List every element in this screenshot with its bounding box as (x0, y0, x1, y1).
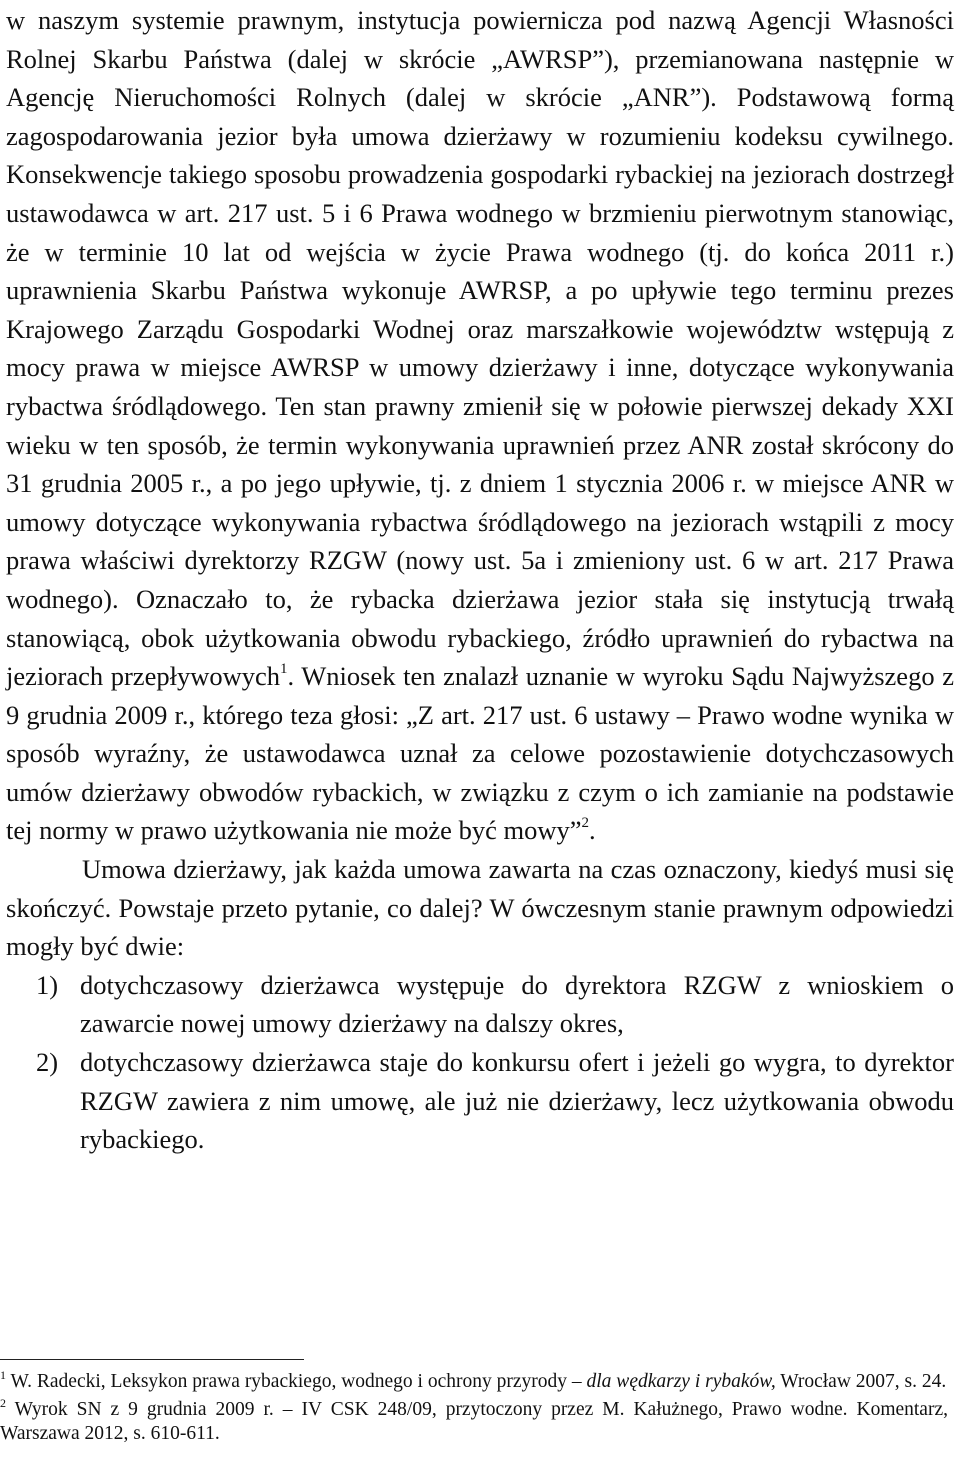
list-item (6, 1043, 954, 1159)
paragraph-1-text-c: . (588, 815, 596, 846)
numbered-list (6, 966, 954, 1159)
document-page (6, 0, 954, 1159)
list-item-text: dotychczasowy dzierżawca staje do konkursu ofert i jeżeli go wygra, to dyrektor RZGW zawiera z nim umowę, ale już nie dzierżawy, lecz użytkowania obwodu rybackiego. (80, 1047, 954, 1155)
footnote-2 (0, 1398, 948, 1446)
footnote-separator (0, 1359, 304, 1360)
list-item-text: dotychczasowy dzierżawca występuje do dyrektora RZGW z wnioskiem o zawarcie nowej umowy dzierżawy na dalszy okres, (80, 969, 954, 1039)
footnote-text: Wyrok SN z 9 grudnia 2009 r. – IV CSK 248/09, przytoczony przez M. Kałużnego, Prawo wodne. Komentarz, Warszawa 2012, s. 610-611. (0, 1399, 948, 1444)
list-item (6, 966, 954, 1043)
footnote-number: 2 (0, 1396, 6, 1410)
body-paragraph-1 (6, 0, 954, 850)
body-paragraph-2: Umowa dzierżawy, jak każda umowa zawarta na czas oznaczony, kiedyś musi się skończyć. Powstaje przeto pytanie, co dalej? W ówczesnym stanie prawnym odpowiedzi mogły być dwie: (6, 854, 954, 962)
footnote-number: 1 (0, 1368, 6, 1382)
footnote-text-end: Wrocław 2007, s. 24. (775, 1371, 947, 1392)
footnote-ref-1: 1 (279, 661, 288, 678)
footnotes (0, 1370, 948, 1446)
paragraph-1-text-a: w naszym systemie prawnym, instytucja powiernicza pod nazwą Agencji Własności Rolnej Skarbu Państwa (dalej w skrócie „AWRSP”), przemianowana następnie w Agencję Nieruchomości Rolnych (dalej w skrócie „ANR”). Podstawową formą zagospodarowania jezior była umowa dzierżawy w rozumieniu kodeksu cywilnego. Konsekwencje takiego sposobu prowadzenia gospodarki rybackiej na jeziorach dostrzegł ustawodawca w art. 217 ust. 5 i 6 Prawa wodnego w brzmieniu pierwotnym stanowiąc, że w terminie 10 lat od wejścia w życie Prawa wodnego (tj. do końca 2011 r.) uprawnienia Skarbu Państwa wykonuje AWRSP, a po upływie tego terminu prezes Krajowego Zarządu Gospodarki Wodnej oraz marszałkowie województw wstępują z mocy prawa w miejsce AWRSP w umowy dzierżawy i inne, dotyczące wykonywania rybactwa śródlądowego. Ten stan prawny zmienił się w połowie pierwszej dekady XXI wieku w ten sposób, że termin wykonywania uprawnień przez ANR został skrócony do 31 grudnia 2005 r., a po jego upływie, tj. z dniem 1 stycznia 2006 r. w miejsce ANR w umowy dotyczące wykonywania rybactwa śródlądowego na jeziorach wstąpili z mocy prawa właściwi dyrektorzy RZGW (nowy ust. 5a i zmieniony ust. 6 w art. 217 Prawa wodnego). Oznaczało to, że rybacka dzierżawa jezior stała się instytucją trwałą stanowiącą, obok użytkowania obwodu rybackiego, źródło uprawnień do rybactwa na jeziorach przepływowych (6, 5, 954, 692)
list-item-number: 1) (36, 969, 59, 1000)
footnote-italic-text: dla wędkarzy i rybaków, (586, 1371, 776, 1392)
footnote-1 (0, 1370, 948, 1394)
list-item-number: 2) (36, 1047, 59, 1078)
footnote-text: W. Radecki, Leksykon prawa rybackiego, wodnego i ochrony przyrody – (6, 1371, 587, 1392)
footnote-ref-2: 2 (581, 815, 589, 832)
paragraph-1-text-b: . Wniosek ten znalazł uznanie w wyroku Sądu Najwyższego z 9 grudnia 2009 r., którego teza głosi: „Z art. 217 ust. 6 ustawy – Prawo wodne wynika w sposób wyraźny, że ustawodawca uznał za celowe pozostawienie dotychczasowych umów dzierżawy obwodów rybackich, w związku z czym o ich zamianie na podstawie tej normy w prawo użytkowania nie może być mowy” (6, 661, 954, 846)
